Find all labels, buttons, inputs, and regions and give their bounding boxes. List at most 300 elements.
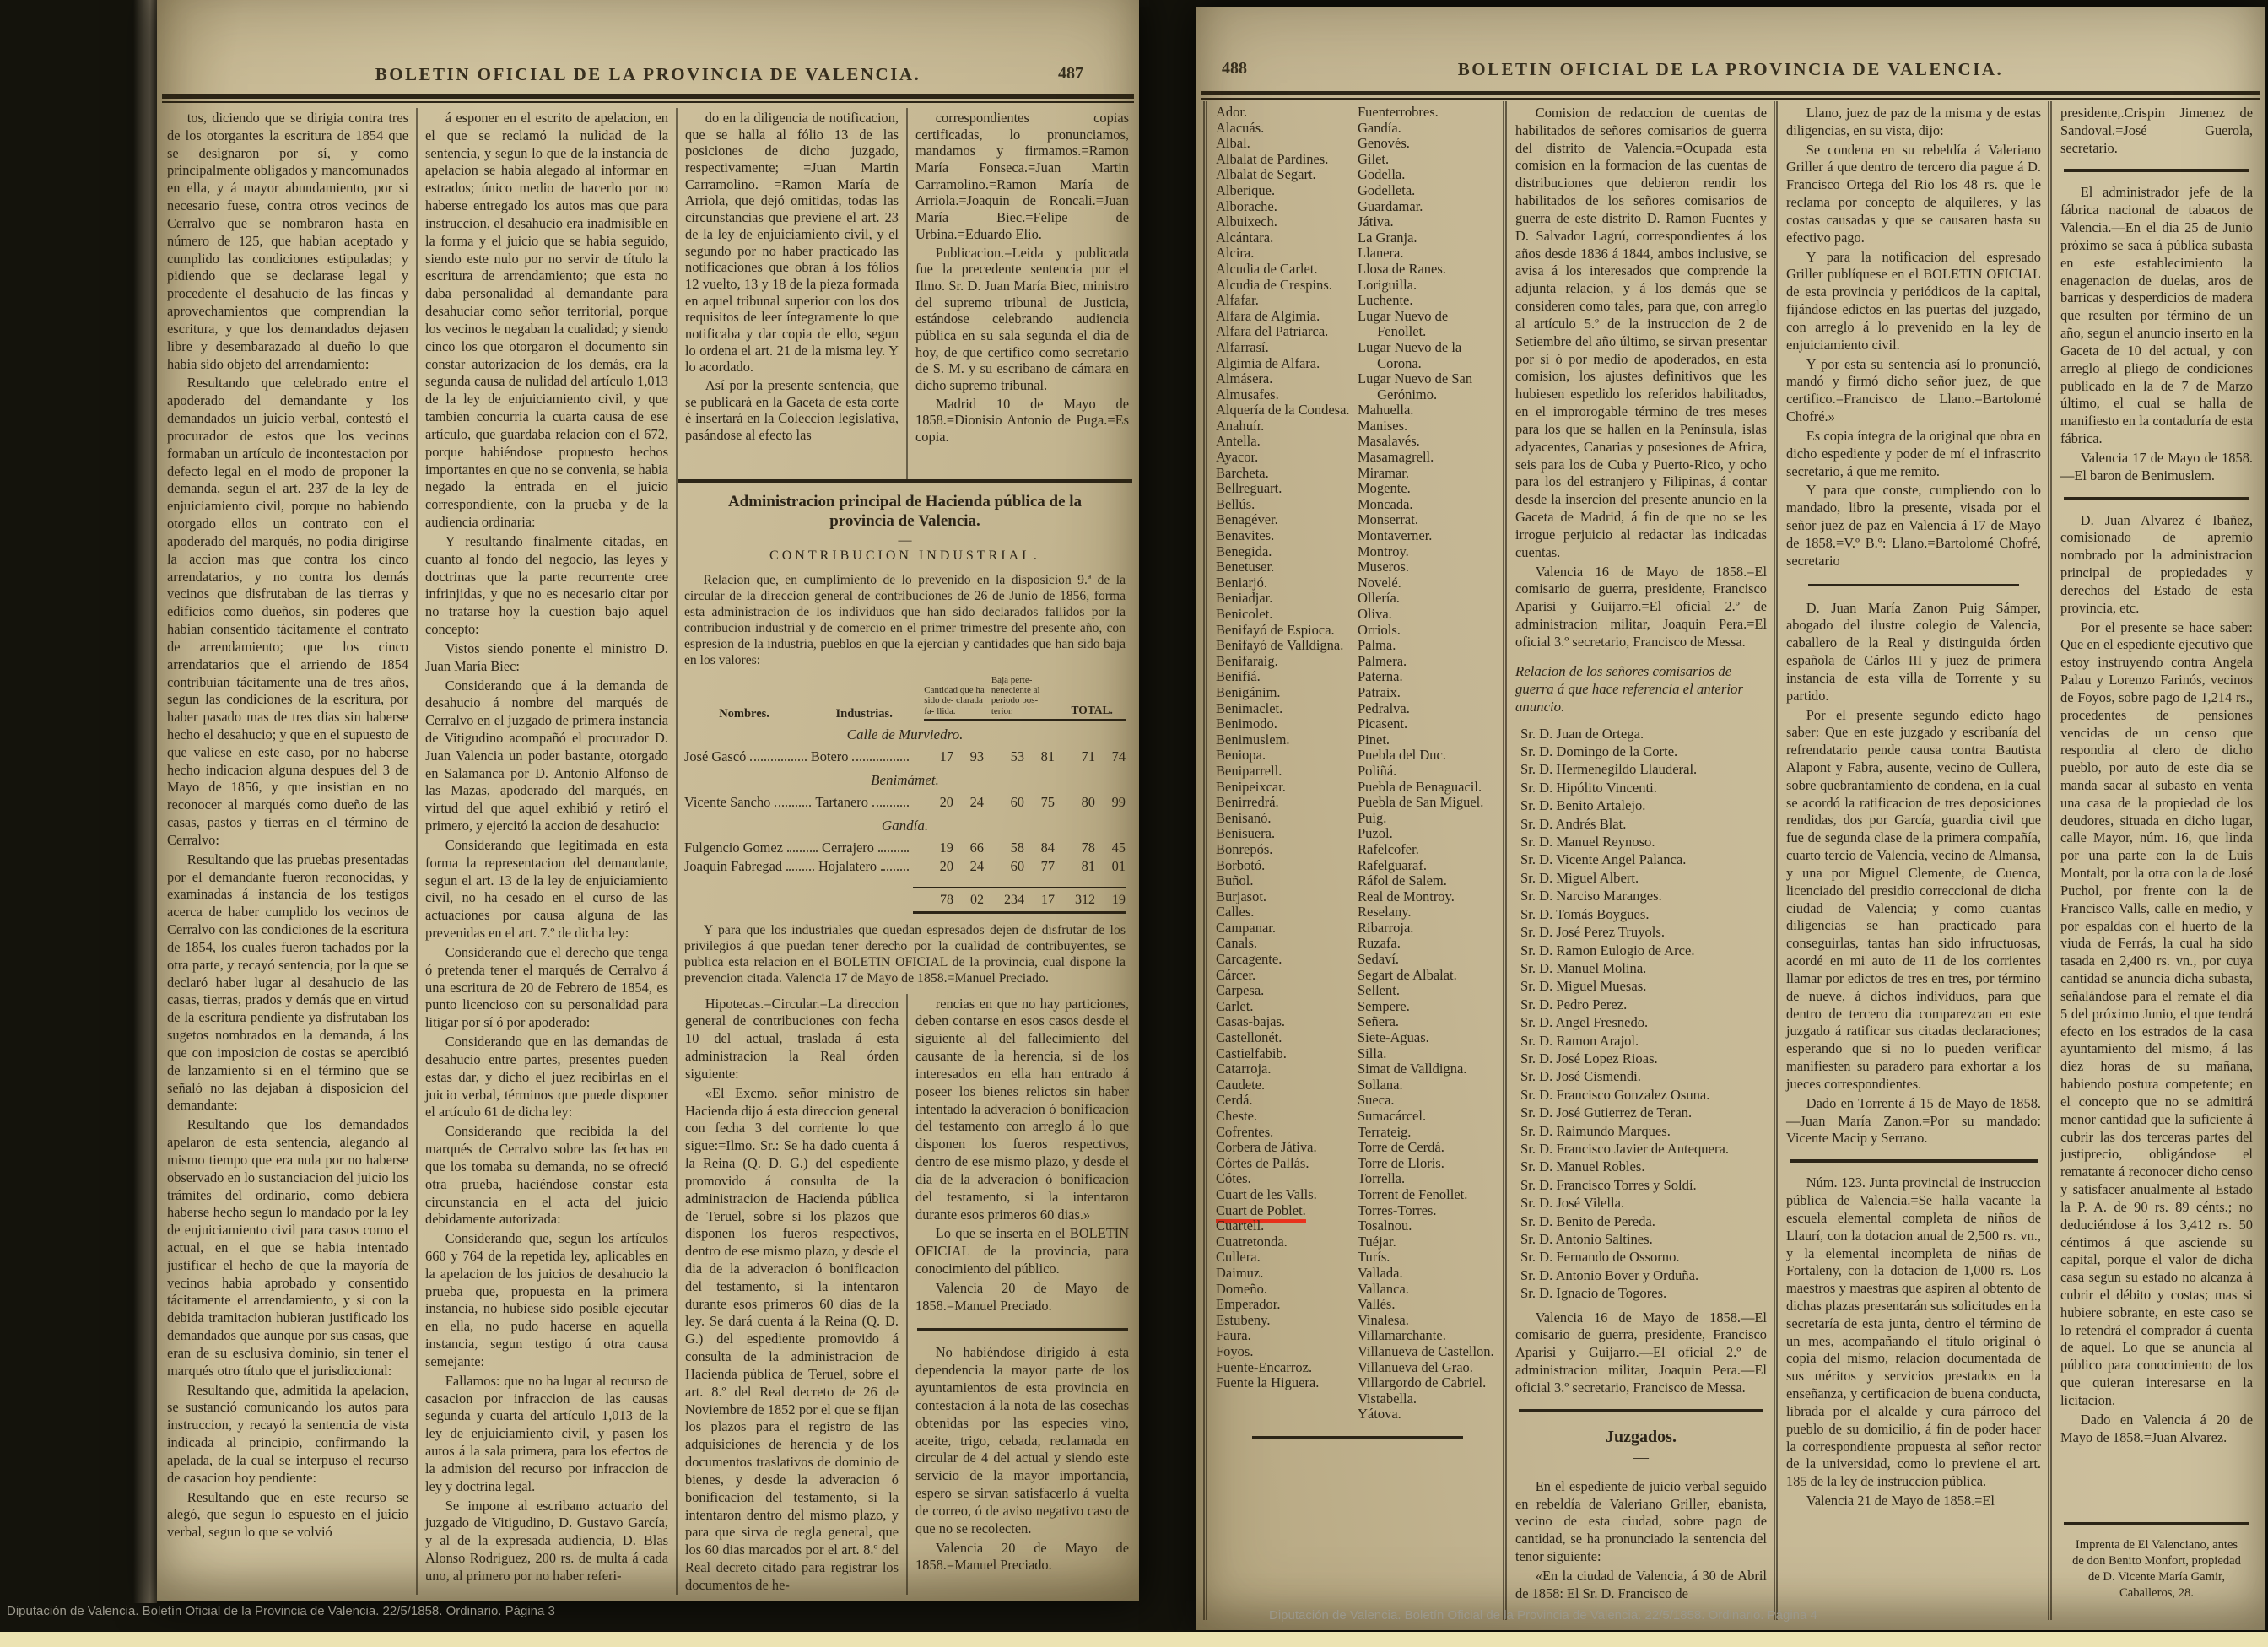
town-list-item: Gilet. (1358, 150, 1390, 167)
comisario-list-item: Sr. D. José Lopez Rioas. (1520, 1050, 1658, 1066)
amount-pair (1055, 857, 1126, 876)
comisario-list-item: Sr. D. Benito Artalejo. (1520, 797, 1646, 814)
town-list-item: Masamagrell. (1358, 449, 1434, 466)
amount-pair (1055, 793, 1126, 812)
town-list-item: Puzol. (1358, 825, 1393, 842)
town-list-item: Mahuella. (1358, 402, 1414, 418)
town-list-item: Ráfol de Salem. (1358, 872, 1447, 889)
amount-pair (984, 839, 1055, 857)
comisario-list-item: Sr. D. Raimundo Marques. (1520, 1122, 1671, 1139)
amount-pair (984, 748, 1055, 766)
paragraph: Y por esta su sentencia así lo pronunció, mandó y firmó dicho señor juez, de que certifico.=Francisco de Llano.=Bartolomé Chofré.» (1786, 355, 2041, 425)
town-list-item: Benavites. (1216, 527, 1275, 544)
town-list-item: Manises. (1358, 417, 1408, 434)
page-number-488: 488 (1222, 59, 1247, 78)
town-list-item: Vinalesa. (1358, 1311, 1409, 1328)
archive-caption-left: Diputación de Valencia. Boletín Oficial de la Provincia de Valencia. 22/5/1858. Ordinario. Página 3 (7, 1604, 555, 1618)
divider-dash: — (898, 532, 912, 548)
town-list-item: Ador. (1216, 104, 1248, 120)
amount-reales: 71 (1081, 748, 1096, 764)
amount-pair (913, 857, 984, 876)
town-list-item: Cheste. (1216, 1108, 1258, 1124)
table-section-place: Benimámet. (871, 772, 939, 789)
cosechas-notice (915, 1344, 1129, 1574)
comisario-list-item: Sr. D. Manuel Reynoso. (1520, 834, 1655, 850)
paragraph: Valencia 21 de Mayo de 1858.=El (1806, 1493, 1995, 1509)
town-list-item: Cuartell. (1216, 1218, 1265, 1234)
presidente-paragraph: presidente,.Crispin Jimenez de Sandoval.=José Guerola, secretario. (2060, 105, 2253, 156)
amount-pair (984, 793, 1055, 812)
llano-sentencia (1786, 105, 2041, 570)
amount-reales: 80 (1081, 794, 1095, 811)
amount-reales: 60 (1010, 794, 1024, 811)
table-row (684, 857, 1126, 876)
towns-two-columns (1216, 105, 1499, 1423)
town-list-item: Vistabella. (1358, 1390, 1418, 1407)
town-list-item: Daimuz. (1216, 1264, 1264, 1281)
town-list-item: Villamarchante. (1358, 1327, 1446, 1344)
paragraph: Valencia 20 de Mayo de 1858.=Manuel Preciado. (915, 1279, 1129, 1314)
town-list-item: Yátova. (1358, 1406, 1401, 1423)
masthead-left: BOLETIN OFICIAL DE LA PROVINCIA DE VALENCIA. (375, 64, 921, 84)
town-list-item: Sollana. (1358, 1076, 1403, 1093)
tabacos-anuncio (2060, 184, 2253, 484)
hacienda-intro: Relacion que, en cumplimiento de lo prevenido en la disposicion 9.ª de la circular de la direccion general de contribuciones de 26 de Junio de 1856, forma esta administracion de los individuos que han sido declarados fallidos por la contribucion industrial y de comercio en el primer trimestre del presente año, con espresion de la industria, pueblos en que la ejercian y cantidades que han sido baja en los valores: (684, 572, 1126, 667)
left-page-body (165, 108, 1132, 1595)
paragraph: Considerando que recibida la del marqués de Cerralvo sobre las fechas en que los tomaba su demanda, no se ofreció otra prueba, haciéndose constar esta circunstancia en el acta del juicio debidamente autorizada: (425, 1123, 668, 1228)
town-list-item: Cullera. (1216, 1249, 1261, 1266)
fallido-industry: Hojalatero (818, 858, 878, 875)
amount-centimos: 45 (1111, 840, 1126, 856)
paragraph: D. Juan María Zanon Puig Sámper, abogado del ilustre colegio de Valencia, caballero de la Real y distinguida órden española de Cárlos III y juez de primera instancia de esta villa de Torrente y su partido. (1786, 599, 2041, 704)
town-list-item: Cárcer. (1216, 966, 1256, 983)
left-page-top-row (678, 108, 1132, 479)
table-row (684, 793, 1126, 812)
towns-list-b (1358, 105, 1499, 1423)
town-list-item: Bellús. (1216, 495, 1256, 512)
paragraph: Y resultando finalmente citadas, en cuanto al fondo del negocio, las leyes y doctrinas que la parte recurrente cree infrinjidas, y que no es necesario citar por no tratarse hoy la cuestion bajo aquel concepto: (425, 532, 668, 638)
paragraph: Por el presente se hace saber: Que en el espediente ejecutivo que estoy instruyendo contra Angela Palau y Lorenzo Farinós, vecinos de Foyos, sobre pago de 1,214 rs., procedentes de pensiones vencidas de un censo que respondia al clero de dicho pueblo, por auto de este dia se manda sacar al subasto en venta una casa de la propiedad de los deudores, situada en dicho lugar, calle Mayor, núm. 16, que linda por una parte con la de Luis Montalt, por la otra con la de José Puchol, por frente con la de Francisco Valls, calle en medio, y por espaldas con el huerto de la viuda de Ferrás, la cual ha sido tasada en 2,400 rs. vn., por cuya cantidad se anuncia dicha subasta, señalándose para el remate el dia 5 del próximo Junio, el que tendrá efecto en los estrados de la casa ayuntamiento del mismo, á las diez horas de su mañana, habiendo postura competente; en el concepto que no se admitirá menor cantidad que la suficiente á cubrir las dos terceras partes del justiprecio, obligándose el rematante á reconocer dicho censo y satisfacer anualmente al Estado la P. A. de 90 rs. 89 cénts.; no deduciéndose á los 3,412 rs. 50 céntimos á que asciende su capital, porque el valor de dicha casa segun su estado no alcanza á cubrir el débito y costas; mas si hubiere sobrante, en este caso se lo retendrá el comprador á cuenta de aquel. Lo que se anuncia al público para conocimiento de los que quieran interesarse en la licitacion. (2060, 618, 2254, 1408)
paragraph: D. Juan Alvarez é Ibañez, comisionado de apremio nombrado por la administracion principal de propiedades y derechos del Estado de esta provincia, etc. (2060, 511, 2253, 616)
town-list-item: Torre de Cerdá. (1358, 1139, 1444, 1156)
paragraph: «En la ciudad de Valencia, á 30 de Abril de 1858: El Sr. D. Francisco de (1515, 1567, 1767, 1601)
paragraph: Se impone al escribano actuario del juzgado de Vitigudino, D. Gustavo García, y al de la expresada audiencia, D. Blas Alonso Rodriguez, 200 rs. de multa á cada uno, al primero por no haber referi- (425, 1497, 668, 1584)
comisario-list-item: Sr. D. Angel Fresnedo. (1520, 1014, 1649, 1031)
left-column-3-top (678, 108, 906, 479)
divider (1519, 1409, 1763, 1412)
towns-list-column (1203, 101, 1503, 1620)
amount-pair (984, 887, 1055, 914)
paragraph: Se condena en su rebeldía á Valeriano Griller á que dentro de tercero dia pague á D. Francisco Ortega del Rio los 48 rs. que le reclama por concepto de alquileres, y las costas causadas y que se causaren hasta su efectivo pago. (1786, 141, 2041, 246)
comisario-list-item: Sr. D. José Perez Truyols. (1520, 924, 1666, 941)
amount-reales: 81 (1081, 858, 1096, 875)
town-list-item: Alborache. (1216, 197, 1277, 214)
comisario-list-item: Sr. D. Ignacio de Togores. (1520, 1285, 1667, 1302)
amount-reales: 234 (1004, 892, 1024, 907)
town-list-item: Puebla de San Miguel. (1358, 794, 1484, 811)
town-list-item: Albalat de Pardines. (1216, 150, 1329, 167)
town-list-item: Borbotó. (1216, 856, 1266, 873)
town-list-item: Lugar Nuevo de San Gerónimo. (1358, 370, 1473, 402)
paragraph: Por el presente segundo edicto hago saber: Que en este juzgado y escribanía del refrendatario pende causa contra Bautista Alapont y Fabra, ausente, vecino de Cullera, sobre quebrantamiento de condena, en la cual se acordó la ratificacion de tres deposiciones rendidas, dos por García, guardia civil que fue de segunda clase de la primera compañía, cuarto tercio de Valencia, vecino de Almansa, y una por Miguel Clemente, de Cuenca, licenciado del presidio correccional de dicha ciudad de Valencia; y como cuantas diligencias se han practicado para conseguirlas, tantas han sido infructuosas, acordé en mi auto de 11 de los corrientes llamar por edictos de tres en tres, por término de nueve, á dichos individuos, para que dentro de tercero dia comparezcan en este juzgado á ratificar sus citadas declaraciones; esperando que si no lo pueden verificar manifiesten su paradero para exhortar a los jueces correspondientes. (1786, 706, 2041, 1092)
town-list-item: Sedaví. (1358, 951, 1400, 968)
town-list-item: Puig. (1358, 809, 1387, 826)
amount-pair (1055, 887, 1126, 914)
left-column-3-bottom (678, 994, 906, 1595)
town-list-item: Catarroja. (1216, 1061, 1272, 1077)
town-list-item: Terrateig. (1358, 1123, 1412, 1140)
dotted-leader (787, 850, 818, 852)
town-list-item: Almásera. (1216, 370, 1273, 387)
right-page-body (1203, 101, 2260, 1620)
paragraph: Así por la presente sentencia, que se publicará en la Gaceta de esta corte é insertará en la Coleccion legislativa, pasándose al efecto las (685, 377, 899, 444)
town-list-item: Segart de Albalat. (1358, 966, 1457, 983)
masthead-rule-right (1202, 91, 2260, 100)
paragraph: á esponer en el escrito de apelacion, en el que se reclamó la nulidad de la sentencia, y segun lo que de la instancia de apelacion se habia alegado al informar en estrados; único medio de hacerlo por no haberse entregado los autos mas que para instruccion, el desahucio era inadmisible en la forma y el juicio que se habia seguido, siendo este nulo por no servir de título la escritura de arrendamiento; que esta no daba personalidad al demandante para desahuciar como señor territorial, porque los vecinos le negaban la cualidad; y siendo cinco los que otorgaron el documento sin constar autorizacion de los demás, era la segunda causa de nulidad del artículo 1,013 de la ley de enjuiciamiento civil, y que tambien concurria la cuarta causa de ese artículo, que guardaba relacion con el 672, porque habiéndose propuesto hechos importantes en que no se convenia, se habia negado la entrada en el juicio correspondiente, con la prueba y de la audiencia ordinaria: (425, 110, 668, 531)
town-list-item: Novelé. (1358, 574, 1401, 591)
town-list-item: Almusafes. (1216, 386, 1279, 402)
fallido-name: José Gascó (684, 748, 747, 764)
previous-page-edge (133, 0, 157, 1603)
town-list-item: Benigánim. (1216, 683, 1281, 700)
town-list-item: Genovés. (1358, 135, 1410, 152)
town-list-item: Bellreguart. (1216, 480, 1282, 497)
town-list-item: Benetuser. (1216, 559, 1275, 575)
relacion-heading: Relacion de los señores comisarios de guerra á que hace referencia el anterior anuncio. (1515, 662, 1743, 715)
town-list-item: Alcántara. (1216, 229, 1274, 246)
comisarios-list (1515, 725, 1767, 1303)
town-list-item: Masalavés. (1358, 433, 1420, 450)
town-list-item: Llanera. (1358, 245, 1404, 262)
paragraph: Hipotecas.=Circular.=La direccion general de contribuciones con fecha 10 del actual, traslada á esta administracion la Real órden siguiente: (685, 995, 899, 1082)
town-list-item: Alfara del Patriarca. (1216, 323, 1329, 340)
town-list-item: Llosa de Ranes. (1358, 260, 1446, 277)
town-list-item: Játiva. (1358, 213, 1394, 230)
town-list-item: Fuente-Encarroz. (1216, 1358, 1313, 1375)
red-underline-annotation: Cuart de Poblet. (1216, 1202, 1306, 1223)
town-list-item: Benisuera. (1216, 825, 1276, 842)
paragraph: Considerando que, segun los artículos 660 y 764 de la repetida ley, aplicables en la apelacion de los juicios de desahucio la prueba que, propuesta en la primera instancia, no hubiese sido posible ejecutar en ella, no pudo hacerse en aquella instancia, segun testigo ú otra causa semejante: (425, 1230, 668, 1369)
town-list-item: Estubeny. (1216, 1311, 1271, 1328)
archive-caption-right: Diputación de Valencia. Boletín Oficial de la Provincia de Valencia. 22/5/1858. Ordinario. Página 4 (1269, 1608, 1817, 1623)
paragraph: Considerando que en las demandas de desahucio entre partes, presentes pueden estas dar, y dicho el juez recibirlas en el juicio verbal, términos que puede disponer el artículo 61 de dicha ley: (425, 1034, 668, 1120)
amount-centimos: 81 (1040, 748, 1056, 764)
town-list-item: Alacuás. (1216, 119, 1265, 136)
right-column-4 (2048, 101, 2260, 1620)
town-list-item: Algimia de Alfara. (1216, 354, 1320, 371)
town-list-item: Lugar Nuevo de la Corona. (1358, 338, 1462, 371)
town-list-item: Campanar. (1216, 919, 1277, 936)
paragraph: rencias en que no hay particiones, deben contarse en esos casos desde el siguiente al del fallecimiento del causante de la herencia, si de los interesados en ella han entrado á poseer los bienes relictos sin haber intentado la adveracion ó bonificacion del testamento con arreglo á lo que disponen los fueros respectivos, dentro de ese mismo plazo, y desde el dia de la adveracion ó bonificacion del testamento, si la intentaron durante esos primeros 60 dias.» (915, 995, 1129, 1223)
paragraph: Dado en Valencia á 20 de Mayo de 1858.=Juan Alvarez. (2060, 1411, 2253, 1445)
amount-centimos: 24 (969, 794, 984, 811)
comisario-list-item: Sr. D. Andrés Blat. (1520, 815, 1627, 832)
comisario-list-item: Sr. D. Vicente Angel Palanca. (1520, 851, 1687, 868)
comisario-list-item: Sr. D. Francisco Torres y Soldí. (1520, 1176, 1697, 1193)
town-list-item: Alcudia de Crespins. (1216, 276, 1332, 293)
paragraph: Considerando que á la demanda de desahucio á nombre del marqués de Cerralvo en el juzgado de primera instancia de Vitigudino acompañó el procurador D. Juan Valencia un poder bastante, otorgado en Salamanca por D. Antonio Alfonso de las Mazas, apoderado del marqués, en virtud del que aquel exhibió y retiró el primero, y ejercitó la accion de desahucio: (425, 677, 668, 834)
town-list-item: Beniadjar. (1216, 590, 1273, 607)
town-list-item: Calles. (1216, 904, 1255, 921)
masthead-right: BOLETIN OFICIAL DE LA PROVINCIA DE VALENCIA. (1457, 59, 2004, 79)
paragraph: Considerando que legitimada en esta forma la representacion del demandante, segun el art. 13 de la ley de enjuiciamiento civil, no ha cesado en el curso de las actuaciones por causa alguna de las prevenidas en el art. 7.º de dicha ley: (425, 836, 668, 942)
town-list-item: Alfafar. (1216, 292, 1259, 309)
fallido-industry: Tartanero (815, 794, 868, 811)
amount-pair (1055, 839, 1126, 857)
comisario-list-item: Sr. D. Juan de Ortega. (1520, 725, 1644, 742)
town-list-item: Domeño. (1216, 1280, 1267, 1297)
town-list-item: Benimuslem. (1216, 731, 1290, 748)
town-list-item: Silla. (1358, 1045, 1387, 1061)
town-list-item: Rafelcofer. (1358, 840, 1419, 857)
town-list-item: Tosalnou. (1358, 1218, 1412, 1234)
town-list-item: Sempere. (1358, 997, 1410, 1014)
town-list-item: Sellent. (1358, 982, 1400, 999)
paragraph: Es copia íntegra de la original que obra en dicho espediente y poder de mí el infrascrito secretario, á que me remito. (1786, 427, 2041, 479)
town-list-item: Carpesa. (1216, 982, 1265, 999)
town-list-item: Albal. (1216, 135, 1250, 152)
town-list-item: Emperador. (1216, 1296, 1281, 1313)
table-row (684, 839, 1126, 857)
amount-centimos: 93 (969, 748, 985, 764)
paragraph: correspondientes copias certificadas, lo pronunciamos, mandamos y firmamos.=Ramon María Fonseca.=Juan Martin Carramolino.=Ramon María de Arriola.=Joaquin de Roncali.=Juan María Biec.=Felipe de Urbina.=Eduardo Elio. (915, 110, 1129, 242)
dotted-leader (872, 805, 909, 807)
hacienda-section (678, 479, 1132, 994)
town-list-item: Faura. (1216, 1327, 1251, 1344)
divider-dash: — (1634, 1448, 1649, 1466)
amount-centimos: 75 (1040, 794, 1055, 811)
amount-reales: 53 (1010, 748, 1025, 764)
masthead-rule-left (162, 94, 1134, 103)
town-list-item: Torrent de Fenollet. (1358, 1185, 1468, 1202)
town-list-item: Ruzafa. (1358, 935, 1401, 952)
town-list-item: Antella. (1216, 433, 1261, 450)
comisario-list-item: Sr. D. Manuel Molina. (1520, 959, 1647, 976)
town-list-item: La Granja. (1358, 229, 1418, 246)
comisario-list-item: Sr. D. Pedro Perez. (1520, 996, 1628, 1012)
comisario-list-item: Sr. D. Antonio Saltines. (1520, 1231, 1653, 1247)
divider (2064, 1522, 2249, 1526)
comisario-list-item: Sr. D. Domingo de la Corte. (1520, 743, 1678, 760)
town-list-item: Turís. (1358, 1249, 1390, 1266)
town-list-item: Mogente. (1358, 480, 1411, 497)
comisario-list-item: Sr. D. José Vilella. (1520, 1195, 1625, 1212)
juzgados-paragraphs (1515, 1478, 1767, 1603)
town-list-item: Luchente. (1358, 292, 1413, 309)
comision-closing: Valencia 16 de Mayo de 1858.—El comisario de guerra, presidente, Francisco Aparisi y Guijarro.—El oficial 2.º de administracion militar, Joaquin Pera.—El oficial 3.º secretario, Francisco de Messa. (1515, 1309, 1767, 1396)
dotted-leader (786, 869, 814, 871)
paragraph: do en la diligencia de notificacion, que se halla al fólio 13 de las posiciones de dicho juzgado, respectivamente; =Juan Martin Carramolino. =Ramon María de Arriola, que dejó omitidas, todas las circunstancias que previene el art. 23 de la ley de enjuiciamiento civil, y el segundo por no haber practicado las notificaciones que obran á los fólios 12 vuelto, 13 y 18 de la pieza formada en aquel tribunal superior con los dos requisitos de leer íntegramente lo que notificaba y dar copia de ello, segun lo ordena el art. 21 de la misma ley. Y lo acordado. (685, 110, 899, 375)
hacienda-title: Administracion principal de Hacienda pública de la provincia de Valencia. (727, 493, 1083, 530)
town-list-item: Cótes. (1216, 1170, 1251, 1187)
town-list-item: Anahuír. (1216, 417, 1265, 434)
town-list-item: Alberique. (1216, 181, 1276, 198)
towns-sub-column-b (1358, 105, 1499, 1423)
town-list-item: Siete-Aguas. (1358, 1029, 1429, 1046)
paragraph: Resultando que los demandados apelaron de esta sentencia, alegando al mismo tiempo que era nula por no haberse observado en lo sustanciacion del juicio los trámites del ordinario, como debiera haberse hecho segun lo mandado por la ley de enjuiciamiento civil para casos como el actual, en el que se habia intentado justificar el hecho de que la mayoría de vecinos habia aprobado y consentido tácitamente el arrendamiento, y si con la debida tramitacion hubieran justificado los demandados que aunque por sus casas, que eran de su esclusiva dominio, sin tener el marqués otro título que el jurisdiccional: (167, 1116, 408, 1379)
left-page-bottom-row (678, 994, 1132, 1595)
town-list-item: Córtes de Pallás. (1216, 1154, 1310, 1171)
paragraph: Resultando que las pruebas presentadas por el demandante fueron reconocidas, y examinadas á instancia de los testigos acerca de haber cumplido los vecinos de Cerralvo con las condiciones de la escritura de 1854, los cuales fueron tachados por la otra parte, y recayó sentencia, por la que se declaró haber lugar al desahucio de las casas, tierras, prados y demás que en virtud de la escritura pendiente ya disfrutaban los sugetos nombrados en la demanda, á los que con imposicion de costas se apercibió de lanzamiento si en el término que se señaló no las dejaban á disposicion del demandante: (167, 850, 408, 1114)
page-487 (157, 0, 1139, 1601)
amount-reales: 60 (1010, 858, 1025, 875)
amount-centimos: 77 (1040, 858, 1056, 875)
num-123-anuncio (1786, 1174, 2041, 1510)
town-list-item: Alcira. (1216, 245, 1255, 262)
paragraph: Publicacion.=Leida y publicada fue la precedente sentencia por el Ilmo. Sr. D. Juan María Biec, ministro del supremo tribunal de Justicia, estándose celebrando audiencia pública en su sala segunda el dia de hoy, de que certifico como secretario de S. M. y su escribano de cámara en dicho supremo tribunal. (915, 244, 1129, 393)
amount-centimos: 66 (969, 840, 984, 856)
town-list-item: Buñol. (1216, 872, 1254, 889)
divider (2064, 497, 2249, 500)
column-header-baja: Baja perte- neneciente al periodo pos- terior. (991, 675, 1059, 721)
dotted-leader (881, 869, 909, 871)
town-list-item: Burjasot. (1216, 888, 1267, 904)
town-list-item: Villanueva de Castellon. (1358, 1342, 1494, 1359)
column-header-industrias: Industrias. (835, 706, 893, 721)
amount-reales: 312 (1075, 892, 1095, 907)
town-list-item: Cofrentes. (1216, 1123, 1274, 1140)
paragraph: Vistos siendo ponente el ministro D. Juan María Biec: (425, 640, 668, 674)
right-column-3 (1774, 101, 2048, 1620)
amount-reales: 78 (1081, 840, 1095, 856)
paragraph: El administrador jefe de la fábrica nacional de tabacos de Valencia.—En el dia 25 de Junio próximo se saca á pública subasta en este establecimiento la enagenacion de duelas, aros de barricas y desperdicios de madera que resulten por término de un año, segun el anuncio inserto en la Gaceta de 10 del actual, y con arreglo al pliego de condiciones publicado en la de 7 de Marzo último, el cual se halla de manifiesto en la contaduría de esta fábrica. (2060, 184, 2253, 447)
comisario-list-item: Sr. D. Ramon Arajol. (1520, 1032, 1639, 1049)
table-totals-row (684, 887, 1126, 914)
fallido-name: Fulgencio Gomez (684, 840, 783, 856)
town-list-item: Villargordo de Cabriel. (1358, 1374, 1487, 1391)
amount-centimos: 84 (1040, 840, 1055, 856)
town-list-item: Tuéjar. (1358, 1233, 1396, 1250)
paragraph: Lo que se inserta en el BOLETIN OFICIAL de la provincia, para conocimiento del público. (915, 1225, 1129, 1277)
amount-pair (913, 793, 984, 812)
zanon-edicto (1786, 600, 2041, 1148)
paragraph: Y para la notificacion del espresado Griller publíquese en el BOLETIN OFICIAL de esta provincia y periódicos de la capital, fijándose edictos en las puertas del juzgado, con arreglo á lo prevenido en la ley de enjuiciamiento civil. (1786, 248, 2041, 353)
town-list-item: Benicolet. (1216, 606, 1273, 622)
town-list-item: Torre de Lloris. (1358, 1154, 1444, 1171)
town-list-item: Picasent. (1358, 716, 1408, 732)
table-section-place: Gandía. (881, 818, 929, 834)
town-list-item: Fuenterrobres. (1358, 104, 1439, 120)
imprint-text: Imprenta de El Valenciano, antes de don Benito Monfort, propiedad de D. Vicente María Gamir, Caballeros, 28. (2072, 1538, 2241, 1601)
dotted-leader (852, 759, 909, 761)
divider (1252, 1436, 1463, 1439)
dotted-leader (750, 759, 807, 761)
fallido-name: Vicente Sancho (684, 794, 771, 811)
town-list-item: Caudete. (1216, 1076, 1266, 1093)
paragraph: «El Excmo. señor ministro de Hacienda dijo á esta direccion general con fecha 3 del corriente lo que sigue:=Ilmo. Sr.: Se ha dado cuenta á la Reina (Q. D. G.) del espediente promovido á consulta de la administracion de Hacienda pública de Teruel, sobre si los plazos que disponen los fueros respectivos, dentro de ese mismo plazo, y desde el dia de la adveracion ó bonificacion del testamento, si la intentaron durante esos primeros 60 dias de la ley. Se dará cuenta á la Reina (Q. D. G.) del espediente promovido á consulta de la administracion de Hacienda pública de Teruel, sobre el art. 8.º del Real decreto de 26 de Noviembre de 1852 por el que se fijan los plazos para el registro de las adquisiciones de herencia y de los documentos traslativos de dominio de bienes, y desde la adveracion ó bonificacion del testamento, si la intentaron dentro del mismo plazo, y para que sirva de regla general, que los 60 dias marcados por el art. 8.º del Real decreto citado para registrar los documentos de he- (685, 1084, 899, 1593)
amount-reales: 19 (939, 840, 953, 856)
comisario-list-item: Sr. D. José Cismendi. (1520, 1068, 1641, 1085)
dotted-leader (775, 805, 811, 807)
amount-reales: 20 (939, 858, 954, 875)
town-list-item: Torres-Torres. (1358, 1202, 1437, 1218)
town-list-item: Canals. (1216, 935, 1258, 952)
town-list-item (1216, 1203, 1358, 1219)
town-list-item: Torrella. (1358, 1170, 1406, 1187)
town-list-item: Lugar Nuevo de Fenollet. (1358, 307, 1449, 340)
amount-reales: 58 (1010, 840, 1024, 856)
paragraph: Dado en Torrente á 15 de Mayo de 1858.—Juan María Zanon.=Por su mandado: Vicente Macip y Serrano. (1786, 1094, 2041, 1147)
paragraph: Comision de redaccion de cuentas de habilitados de señores comisarios de guerra del distrito de Valencia.=Ocupada esta comision en la formacion de las cuentas de distribuciones que debieron rendir los habilitados de los señores comisarios de guerra de este distrito D. Ramon Fuentes y D. Salvador Lagrú, correspondientes á los años desde 1836 á 1844, ambos inclusive, se avisa á los interesados que comprende la adjunta relacion, y á los demás que se consideren como tales, para que, con arreglo al artículo 5.º de la instruccion de 2 de Setiembre del año último, se sirvan presentar por sí ó por medio de apoderados, en esta comision, los ajustes definitivos que les hubiesen espedido los referidos habilitados, en el improrogable término de tres meses para los que se hallen en la Península, islas adyacentes, Canarias y posesiones de Africa, seis para los de Cuba y Puerto-Rico, y ocho para los del estranjero y Filipinas, á contar desde la insercion del presente anuncio en la Gaceta de Madrid, á fin de que no se les irrogue perjuicio al redactar las indicadas cuentas. (1515, 105, 1767, 560)
right-column-2 (1503, 101, 1774, 1620)
town-list-item: Godella. (1358, 166, 1406, 183)
town-list-item: Vallanca. (1358, 1280, 1409, 1297)
comisario-list-item: Sr. D. Francisco Gonzalez Osuna. (1520, 1086, 1710, 1103)
amount-reales: 20 (939, 794, 953, 811)
town-list-item: Benifayó de Espioca. (1216, 621, 1335, 638)
left-column-4-top (906, 108, 1132, 479)
town-list-item: Simat de Valldigna. (1358, 1061, 1467, 1077)
town-list-item: Benisanó. (1216, 809, 1272, 826)
paragraph: Resultando que, admitida la apelacion, se sustanció comunicando los autos para instruccion, y recayó la sentencia de vista indicada al principio, confirmando la apelada, de la cual se interpuso el recurso de casacion hoy pendiente: (167, 1381, 408, 1486)
hipotecas-end (915, 996, 1129, 1315)
paragraph: Valencia 16 de Mayo de 1858.=El comisario de guerra, presidente, Francisco Aparisi y Guijarro.=El oficial 2.º de administracion militar, Joaquin Pera.=El oficial 3.º secretario, Francisco de Messa. (1515, 563, 1767, 650)
town-list-item: Castielfabib. (1216, 1045, 1287, 1061)
town-list-item: Alquería de la Condesa. (1216, 402, 1350, 418)
town-list-item: Benimaclet. (1216, 699, 1283, 716)
paragraph: Valencia 17 de Mayo de 1858.—El baron de Benimuslem. (2060, 449, 2253, 483)
comisario-list-item: Sr. D. Ramon Eulogio de Arce. (1520, 942, 1695, 958)
town-list-item: Villanueva del Grao. (1358, 1358, 1473, 1375)
alvarez-edicto (2060, 512, 2253, 1447)
juzgados-heading: Juzgados. (1606, 1427, 1677, 1446)
town-list-item: Fuente la Higuera. (1216, 1374, 1320, 1391)
town-list-item: Benegida. (1216, 543, 1272, 559)
town-list-item: Alfara de Algimia. (1216, 307, 1320, 324)
comisario-list-item: Sr. D. Fernando de Ossorno. (1520, 1249, 1680, 1266)
town-list-item: Rafelguaraf. (1358, 856, 1427, 873)
town-list-item: Benifaraig. (1216, 652, 1278, 669)
town-list-item: Alcudia de Carlet. (1216, 260, 1318, 277)
divider (1790, 1159, 2038, 1163)
comisario-list-item: Sr. D. Hermenegildo Llauderal. (1520, 761, 1698, 778)
town-list-item: Reselany. (1358, 904, 1412, 921)
imprint-block (2060, 1537, 2253, 1601)
table-header-row (684, 675, 1126, 721)
town-list-item: Miramar. (1358, 464, 1409, 481)
amount-centimos: 01 (1111, 858, 1126, 875)
column-header-fallida: Cantidad que ha sido de- clarada fa- llida. (924, 685, 991, 721)
town-list-item: Alfarrasí. (1216, 338, 1269, 355)
paragraph: Fallamos: que no ha lugar al recurso de casacion por infraccion de las causas segunda y cuarta del artículo 1,013 de la ley de enjuiciamiento civil, y pasen los autos á la sala primera, para los efectos de la admision del recurso por infraccion de ley y doctrina legal. (425, 1372, 668, 1494)
towns-list-a (1216, 105, 1358, 1391)
hacienda-subtitle: CONTRIBUCION INDUSTRIAL. (770, 548, 1040, 563)
town-list-item: Albalat de Segart. (1216, 166, 1316, 183)
town-list-item: Castellonét. (1216, 1029, 1282, 1046)
town-list-item: Oliva. (1358, 606, 1392, 622)
town-list-item: Puebla del Duc. (1358, 747, 1446, 764)
town-list-item: Cuatretonda. (1216, 1233, 1288, 1250)
left-column-2 (416, 108, 676, 1595)
comisario-list-item: Sr. D. Benito de Pereda. (1520, 1212, 1655, 1229)
comisario-list-item: Sr. D. Miguel Muesas. (1520, 978, 1647, 995)
town-list-item: Loriguilla. (1358, 276, 1418, 293)
town-list-item: Carlet. (1216, 997, 1254, 1014)
amount-pair (913, 748, 984, 766)
town-list-item: Puebla de Benaguacil. (1358, 778, 1482, 795)
comisario-list-item: Sr. D. Hipólito Vincenti. (1520, 779, 1657, 796)
amount-pair (913, 887, 984, 914)
comisario-list-item: Sr. D. Francisco Javier de Antequera. (1520, 1140, 1729, 1157)
town-list-item: Bonrepós. (1216, 840, 1273, 857)
left-page-right-half (676, 108, 1132, 1595)
paragraph: En el espediente de juicio verbal seguido en rebeldía de Valeriano Griller, ebanista, vecino de esta ciudad, sobre pago de cantidad, se ha pronunciado la sentencia del tenor siguiente: (1515, 1477, 1767, 1565)
scan-bottom-strip (0, 1632, 2268, 1647)
paragraph: Madrid 10 de Mayo de 1858.=Dionisio Antonio de Puga.=Es copia. (915, 395, 1129, 446)
amount-pair (984, 857, 1055, 876)
divider (2064, 169, 2249, 172)
left-column-1 (165, 108, 416, 1595)
